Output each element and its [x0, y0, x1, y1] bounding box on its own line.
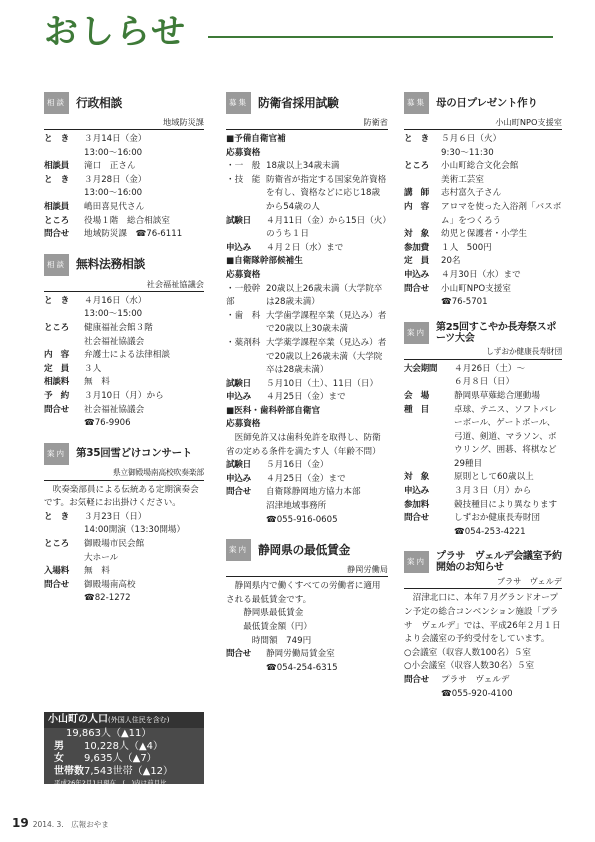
info-row [44, 187, 204, 201]
row-value: 9:30～11:30 [441, 147, 494, 158]
info-row [44, 160, 204, 174]
row-value: ４月２日（水）まで [266, 242, 344, 253]
row-value: ５月６日（火） [441, 134, 502, 144]
info-row [44, 308, 204, 322]
row-key: 相談員 [44, 161, 69, 172]
row-value: 美術工芸室 [441, 174, 484, 185]
organizer: 防衛省 [226, 116, 388, 130]
info-rows [226, 378, 388, 405]
info-row [44, 215, 204, 229]
row-key: 問合せ [44, 404, 69, 415]
row-value: ５月16日（金） [266, 460, 329, 471]
organizer: 小山町NPO支援室 [404, 116, 562, 130]
info-row [226, 459, 388, 473]
section-header [226, 539, 388, 561]
row-value: 御殿場市民会館 [84, 539, 145, 550]
row-value: 社会福祉協議会 [84, 404, 145, 415]
info-row [404, 526, 562, 540]
info-row [404, 390, 562, 404]
info-row [44, 336, 204, 350]
row-value: 無 料 [84, 377, 110, 388]
info-row [44, 592, 204, 606]
row-key [404, 526, 454, 540]
row-key [404, 688, 441, 702]
column-2 [226, 92, 388, 687]
info-row [404, 499, 562, 513]
section-title: 無料法務相談 [76, 257, 145, 272]
row-value: 地域防災課 ☎76-6111 [84, 229, 183, 240]
wage-line: 最低賃金額（円） [243, 622, 312, 632]
info-row [404, 269, 562, 283]
info-rows [404, 363, 562, 540]
row-value: 卓球、テニス、ソフトバレーボール、ゲートボール、弓道、剣道、マラソン、ボウリング、囲碁、将棋など29種目 [454, 404, 557, 469]
category-tag: 相談 [44, 254, 69, 276]
row-key: 問合せ [404, 283, 429, 294]
section-title: 静岡県の最低賃金 [258, 542, 350, 557]
row-key [404, 376, 454, 390]
category-tag: 案内 [404, 322, 429, 344]
row-value: 御殿場南高校 [84, 579, 136, 590]
info-row [404, 228, 562, 242]
row-value: 静岡県草薙総合運動場 [454, 390, 540, 401]
row-value: 13:00～15:00 [84, 309, 143, 320]
info-row [404, 133, 562, 147]
category-tag: 相談 [44, 92, 69, 114]
info-row [404, 255, 562, 269]
row-value: 健康福祉会館３階 [84, 322, 153, 333]
qualification-key: ・一 般 [226, 161, 261, 172]
row-key: 講 師 [404, 188, 429, 199]
row-key: 会 場 [404, 390, 429, 401]
row-key: 問合せ [44, 229, 69, 240]
info-row [226, 473, 388, 487]
row-key: 問合せ [44, 579, 69, 590]
row-value: 沼津地域事務所 [266, 501, 327, 512]
qualification-row [226, 310, 388, 337]
row-key: 試験日 [226, 378, 251, 389]
row-value: しずおか健康長寿財団 [454, 513, 540, 524]
row-key [44, 524, 84, 538]
row-key: ところ [404, 161, 429, 172]
population-value: 7,543世帯（▲12） [84, 765, 174, 777]
column-3 [404, 92, 562, 713]
subheading: ■医科・歯科幹部自衛官 [226, 405, 321, 416]
row-key [226, 662, 266, 676]
row-value: 原則として60歳以上 [454, 472, 534, 483]
row-key: 申込み [226, 473, 251, 484]
row-key: 相談員 [44, 201, 69, 212]
section-title: 防衛省採用試験 [258, 95, 339, 110]
qualification-row [226, 160, 388, 174]
row-value: ☎055-916-0605 [266, 514, 338, 525]
info-row [226, 514, 388, 528]
qualification-label: 応募資格 [226, 419, 261, 430]
row-value: 13:00～16:00 [84, 147, 143, 158]
population-key: 世帯数 [54, 765, 84, 777]
room-line: ○小会議室（収容人数30名）５室 [404, 661, 535, 672]
population-title-text: 小山町の人口 [48, 714, 108, 725]
row-value: ４月25日（金）まで [266, 473, 346, 484]
organizer: 地域防災課 [44, 116, 204, 130]
section-saitei-chingin [226, 539, 388, 675]
row-value: ４月25日（金）まで [266, 392, 346, 403]
qualification-row [226, 337, 388, 378]
population-row [44, 753, 204, 766]
info-row [44, 565, 204, 579]
section-title: 第25回すこやか長寿祭スポーツ大会 [436, 321, 557, 344]
qualification-key: ・歯 科 [226, 310, 261, 321]
row-key: と き [44, 134, 69, 144]
row-key [226, 500, 266, 514]
population-row [44, 741, 204, 754]
population-key: 女 [54, 753, 64, 764]
info-row [404, 485, 562, 499]
row-key [404, 147, 441, 161]
info-row [44, 404, 204, 418]
info-row [226, 378, 388, 392]
info-row [44, 363, 204, 377]
info-row [44, 511, 204, 525]
info-row [404, 674, 562, 688]
row-key: ところ [44, 322, 69, 333]
info-rows [404, 133, 562, 310]
info-row [226, 648, 388, 662]
qualification-label: 応募資格 [226, 147, 261, 158]
population-rows [44, 741, 204, 779]
population-row [44, 766, 204, 779]
qualification-key: ・薬剤科 [226, 337, 261, 348]
info-row [404, 242, 562, 256]
row-value: 小山町NPO支援室 [441, 283, 511, 294]
page-title: おしらせ [44, 12, 187, 52]
row-key: 対 象 [404, 472, 429, 483]
population-total: 19,863人（▲11） [66, 728, 152, 739]
row-key: 種 目 [404, 404, 429, 415]
row-key: 対 象 [404, 229, 429, 240]
row-value: ３人 [84, 363, 102, 374]
row-key: 定 員 [404, 256, 429, 267]
info-row [404, 512, 562, 526]
row-key: 入場料 [44, 566, 69, 577]
info-row [404, 147, 562, 161]
row-value: 無 料 [84, 566, 110, 577]
row-key [44, 417, 84, 431]
info-rows [44, 295, 204, 431]
row-key: と き [44, 511, 69, 522]
row-key [44, 552, 84, 566]
info-rows [44, 511, 204, 606]
row-value: ３月28日（金） [84, 174, 147, 185]
wage-line: 時間額 749円 [251, 635, 312, 646]
info-row [404, 404, 562, 472]
organizer: しずおか健康長寿財団 [404, 346, 562, 360]
info-row [44, 295, 204, 309]
info-rows [226, 215, 388, 256]
info-rows [404, 674, 562, 701]
info-row [404, 471, 562, 485]
category-tag: 募集 [404, 92, 429, 114]
row-key [44, 592, 84, 606]
row-value: 自衛隊静岡地方協力本部 [266, 487, 361, 498]
row-value: ６月８日（日） [454, 377, 515, 388]
row-key: 問合せ [226, 649, 251, 660]
section-gyosei-sodan [44, 92, 204, 242]
row-key: 申込み [226, 242, 251, 253]
category-tag: 案内 [44, 443, 69, 465]
row-value: ☎76-9906 [84, 418, 131, 429]
section-title: プラサ ヴェルデ会議室予約開始のお知らせ [436, 551, 562, 574]
row-value: 静岡労働局賃金室 [266, 649, 335, 660]
section-header [44, 443, 204, 465]
info-row [404, 376, 562, 390]
row-value: ４月11日（金）から15日（火）のうち１日 [266, 215, 387, 240]
info-row [404, 688, 562, 702]
info-rows [226, 459, 388, 527]
population-note: 平成26年2月1日現在 ( )内は前月比 [54, 779, 167, 787]
row-key: 参加料 [404, 499, 429, 510]
category-tag: 案内 [226, 539, 251, 561]
row-key: 問合せ [404, 513, 429, 524]
info-row [44, 417, 204, 431]
qualification-text: 医師免許又は歯科免許を取得し、防衛省の定める条件を満たす人（年齢不問） [226, 433, 381, 457]
intro-text: 沼津北口に、本年７月グランドオープン予定の総合コンベンション施設「プラサ ヴェルデ」では、平成26年２月１日より会議室の予約受付をしています。 [404, 593, 561, 645]
row-value: 幼児と保護者・小学生 [441, 229, 527, 240]
population-title [44, 712, 204, 728]
info-row [226, 662, 388, 676]
organizer: プラサ ヴェルデ [404, 575, 562, 589]
info-row [44, 228, 204, 242]
section-header [44, 254, 204, 276]
section-title: 母の日プレゼント作り [436, 96, 538, 109]
info-row [404, 187, 562, 201]
row-value: 13:00～16:00 [84, 188, 143, 199]
row-value: ３月14日（金） [84, 134, 147, 144]
row-key [44, 336, 84, 350]
info-row [44, 147, 204, 161]
info-row [44, 174, 204, 188]
room-line: ○会議室（収容人数100名）５室 [404, 647, 532, 658]
row-key: と き [44, 174, 69, 185]
category-tag: 募集 [226, 92, 251, 114]
qualification-key: ・技 能 [226, 174, 261, 185]
row-value: ☎054-253-4221 [454, 526, 526, 537]
row-key: 内 容 [404, 201, 429, 212]
row-value: ☎76-5701 [441, 297, 488, 308]
info-row [44, 524, 204, 538]
row-value: 20名 [441, 256, 461, 267]
section-hahanohi [404, 92, 562, 310]
qualification-key: ・一般幹部 [226, 283, 261, 308]
info-row [44, 133, 204, 147]
wage-line: 静岡県最低賃金 [243, 608, 304, 619]
info-row [226, 500, 388, 514]
issue-label: 2014. 3. 広報おやま [32, 820, 109, 829]
row-value: ☎82-1272 [84, 593, 131, 604]
row-value: ☎055-920-4100 [441, 688, 513, 699]
section-header [404, 322, 562, 344]
row-value: ３月23日（日） [84, 511, 147, 522]
row-value: 競技種目により異なります [454, 499, 558, 510]
info-row [404, 363, 562, 377]
row-value: ３月10日（月）から [84, 390, 164, 401]
info-row [404, 201, 562, 228]
row-key: 問合せ [404, 675, 429, 685]
subheading: ■予備自衛官補 [226, 134, 286, 144]
section-header [44, 92, 204, 114]
row-value: １人 500円 [441, 242, 492, 253]
info-row [404, 174, 562, 188]
intro-text: 静岡県内で働くすべての労働者に適用される最低賃金です。 [226, 581, 381, 605]
qualification-rows [226, 283, 388, 378]
organizer: 社会福祉協議会 [44, 278, 204, 292]
info-row [226, 486, 388, 500]
qualification-row [226, 283, 388, 310]
population-title-sub: (外国人住民を含む) [108, 716, 170, 724]
intro-text: 吹奏楽部員による伝統ある定期演奏会です。お気軽にお出掛けください。 [44, 484, 199, 509]
row-key: 予 約 [44, 390, 69, 401]
row-key: 相談料 [44, 377, 69, 388]
row-value: 小山町総合文化会館 [441, 161, 519, 172]
row-value: 弁護士による法律相談 [84, 350, 170, 361]
section-title: 行政相談 [76, 95, 122, 110]
population-box [44, 712, 204, 787]
footer [12, 816, 109, 830]
info-row [44, 322, 204, 336]
section-homu-sodan [44, 254, 204, 431]
qualification-row [226, 174, 388, 215]
info-row [404, 283, 562, 297]
section-header [226, 92, 388, 114]
population-value: 9,635人（▲7） [84, 753, 157, 764]
info-row [44, 201, 204, 215]
info-row [44, 390, 204, 404]
organizer: 静岡労働局 [226, 563, 388, 577]
info-row [226, 391, 388, 405]
row-key: 試験日 [226, 215, 251, 226]
info-row [404, 160, 562, 174]
section-concert [44, 443, 204, 606]
info-row [44, 552, 204, 566]
section-header [404, 92, 562, 114]
info-rows [226, 648, 388, 675]
info-row [44, 579, 204, 593]
qualification-value: 大学薬学課程卒業（見込み）者で20歳以上26歳未満（大学院卒は28歳未満） [266, 337, 387, 376]
row-value: ４月16日（水） [84, 295, 147, 306]
info-row [404, 296, 562, 310]
row-key: ところ [44, 539, 69, 550]
population-key: 男 [54, 740, 64, 752]
info-row [44, 538, 204, 552]
qualification-value: 18歳以上34歳未満 [266, 161, 340, 172]
row-value: ４月26日（土）～ [454, 363, 526, 374]
subheading: ■自衛隊幹部候補生 [226, 256, 303, 267]
info-rows [44, 133, 204, 242]
row-key: と き [44, 295, 69, 306]
row-key: 申込み [404, 486, 429, 497]
section-sukoyaka [404, 322, 562, 540]
section-header [404, 551, 562, 573]
qualification-rows [226, 160, 388, 214]
row-value: 社会福祉協議会 [84, 336, 145, 347]
info-row [226, 215, 388, 242]
row-value: アロマを使った入浴剤「バスボム」をつくろう [441, 201, 562, 226]
column-1 [44, 92, 204, 618]
row-key: 試験日 [226, 460, 251, 471]
section-title: 第35回雪どけコンサート [76, 447, 193, 460]
info-row [44, 349, 204, 363]
row-value: ５月10日（土）、11日（日） [266, 378, 379, 389]
row-value: 大ホール [84, 552, 119, 563]
row-key [44, 147, 84, 161]
section-plasa-verde [404, 551, 562, 701]
category-tag: 案内 [404, 551, 429, 573]
info-row [44, 376, 204, 390]
section-boeisho [226, 92, 388, 527]
row-value: 嶋田喜見代さん [84, 201, 145, 212]
row-key: 内 容 [44, 350, 69, 361]
row-key [44, 308, 84, 322]
row-key: 問合せ [226, 487, 251, 498]
population-value: 10,228人（▲4） [84, 740, 164, 752]
row-key: 申込み [404, 269, 429, 280]
row-key: 大会期間 [404, 363, 438, 374]
row-key [226, 514, 266, 528]
row-value: 志村富久子さん [441, 188, 502, 199]
organizer: 県立御殿場南高校吹奏楽部 [44, 467, 204, 481]
row-key: 参加費 [404, 242, 429, 253]
row-key: 申込み [226, 392, 251, 403]
qualification-value: 20歳以上26歳未満（大学院卒は28歳未満） [266, 283, 383, 308]
row-key: 定 員 [44, 363, 69, 374]
row-key: ところ [44, 215, 69, 226]
row-value: 14:00開演（13:30開場） [84, 525, 186, 536]
qualification-label: 応募資格 [226, 269, 261, 280]
qualification-value: 大学歯学課程卒業（見込み）者で20歳以上30歳未満 [266, 310, 387, 335]
row-value: 役場１階 総合相談室 [84, 215, 170, 226]
title-rule [208, 36, 553, 38]
row-value: プラサ ヴェルデ [441, 675, 510, 685]
row-key: と き [404, 134, 429, 144]
row-value: ４月30日（水）まで [441, 269, 521, 280]
row-key [44, 187, 84, 201]
qualification-value: 防衛省が指定する国家免許資格を有し、資格などに応じ18歳から54歳の人 [266, 174, 387, 212]
row-value: ☎054-254-6315 [266, 662, 338, 673]
row-key [404, 296, 441, 310]
info-row [226, 242, 388, 256]
row-key [404, 174, 441, 188]
page-number: 19 [12, 816, 29, 830]
row-value: ３月３日（月）から [454, 486, 532, 497]
row-value: 滝口 正さん [84, 161, 136, 172]
